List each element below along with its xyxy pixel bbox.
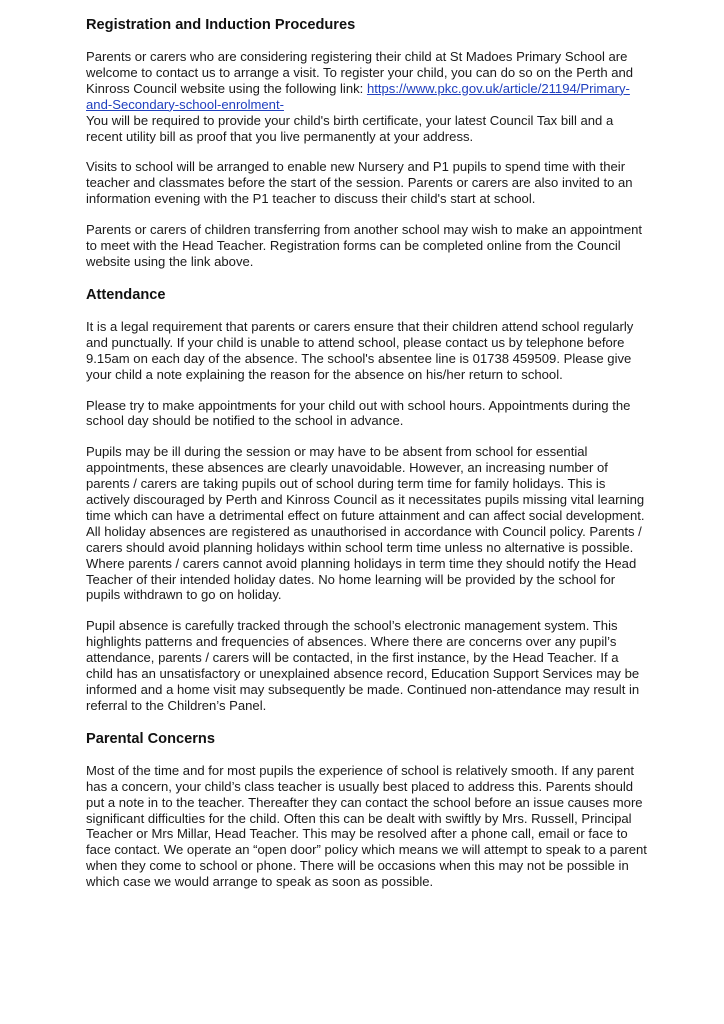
text-segment: Kinross Council website using the following link: [86, 80, 367, 96]
text-line: Most of the time and for most pupils the experience of school is relatively smooth. If any parent [86, 762, 635, 778]
text-line: your child a note explaining the reason for the absence on his/her return to school. [86, 366, 563, 382]
paragraph-holidays [86, 444, 666, 603]
paragraph-absence-tracking [86, 618, 666, 713]
text-line: put a note in to the teacher. Thereafter they can contact the school before an issue causes more [86, 794, 643, 810]
section-parental-concerns [86, 730, 666, 890]
section-heading-registration: Registration and Induction Procedures [86, 17, 356, 33]
section-attendance [86, 286, 666, 714]
paragraph-registration-intro [86, 49, 666, 144]
text-line: referral to the Children’s Panel. [86, 697, 267, 713]
text-line: recent utility bill as proof that you live permanently at your address. [86, 128, 474, 144]
enrolment-link[interactable]: https://www.pkc.gov.uk/article/21194/Primary- [366, 80, 630, 96]
text-line: You will be required to provide your child's birth certificate, your latest Council Tax bill and a [86, 112, 614, 128]
text-line: Please try to make appointments for your child out with school hours. Appointments during the [86, 397, 631, 413]
text-line: parents / carers are taking pupils out of school during term time for family holidays. This is [86, 476, 606, 492]
text-line: welcome to contact us to arrange a visit. To register your child, you can do so on the Perth and [86, 64, 634, 80]
text-line: Pupils may be ill during the session or may have to be absent from school for essential [86, 444, 588, 460]
paragraph-concerns [86, 763, 666, 890]
text-line: which case we would arrange to speak as soon as possible. [86, 874, 434, 890]
text-line: actively discouraged by Perth and Kinross Council as it necessitates pupils missing vital learning [86, 492, 645, 508]
text-line: pupils withdrawn to go on holiday. [86, 587, 282, 603]
text-line: time which can have a detrimental effect on future attainment and can affect social development. [86, 507, 645, 523]
text-line [86, 81, 666, 97]
text-line: teacher and classmates before the start of the session. Parents or carers are also invited to an [86, 175, 633, 191]
text-line: to meet with the Head Teacher. Registration forms can be completed online from the Council [86, 238, 621, 254]
text-line: 9.15am on each day of the absence. The school's absentee line is 01738 459509. Please give [86, 350, 632, 366]
section-registration [86, 16, 666, 270]
text-line: It is a legal requirement that parents or carers ensure that their children attend school regularly [86, 318, 634, 334]
text-line: Where parents / carers cannot avoid planning holidays in term time they should notify the Head [86, 555, 637, 571]
text-line: Parents or carers who are considering registering their child at St Madoes Primary School are [86, 49, 628, 64]
section-heading-parental-concerns: Parental Concerns [86, 730, 215, 747]
enrolment-link-continued[interactable]: and-Secondary-school-enrolment- [86, 96, 284, 112]
text-line: child has an unsatisfactory or unexplained absence record, Education Support Services may be [86, 666, 640, 682]
text-line: information evening with the P1 teacher to discuss their child's start at school. [86, 191, 536, 207]
paragraph-legal-requirement [86, 319, 666, 383]
text-line: and punctually. If your child is unable to attend school, please contact us by telephone before [86, 334, 625, 350]
text-line: attendance, parents / carers will be contacted, in the first instance, by the Head Teacher. If a [86, 650, 619, 666]
text-line: carers should avoid planning holidays within school term time unless no alternative is possible. [86, 539, 634, 555]
paragraph-visits [86, 159, 666, 207]
text-line: appointments, these absences are clearly unavoidable. However, an increasing number of [86, 460, 608, 476]
text-line: website using the link above. [86, 253, 254, 269]
text-line: Pupil absence is carefully tracked through the school’s electronic management system. This [86, 618, 618, 634]
paragraph-transferring [86, 222, 666, 270]
paragraph-appointments [86, 398, 666, 430]
text-line: face contact. We operate an “open door” policy which means we will attempt to speak to a parent [86, 842, 647, 858]
section-heading-attendance: Attendance [86, 286, 166, 303]
text-line: informed and a home visit may subsequently be made. Continued non-attendance may result in [86, 682, 640, 697]
text-line: All holiday absences are registered as unauthorised in accordance with Council policy. Parents / [86, 523, 642, 539]
text-line: Parents or carers of children transferring from another school may wish to make an appointment [86, 222, 643, 238]
text-line: significant difficulties for the child. Often this can be dealt with swiftly by Mrs. Russell, Principal [86, 810, 632, 826]
document-page [86, 16, 666, 890]
text-line: highlights patterns and frequencies of absences. Where there are concerns over any pupil’s [86, 634, 617, 650]
text-line: has a concern, your child’s class teacher is usually best placed to address this. Parents should [86, 778, 634, 794]
text-line: school day should be notified to the school in advance. [86, 413, 404, 429]
text-line [86, 97, 666, 113]
text-line: Visits to school will be arranged to enable new Nursery and P1 pupils to spend time with their [86, 159, 626, 175]
text-line: when they come to school or phone. There will be occasions when this may not be possible in [86, 858, 629, 874]
text-line: Teacher or Mrs Millar, Head Teacher. This may be resolved after a phone call, email or face to [86, 826, 628, 842]
text-line: Teacher of their intended holiday dates. No home learning will be provided by the school for [86, 571, 616, 587]
